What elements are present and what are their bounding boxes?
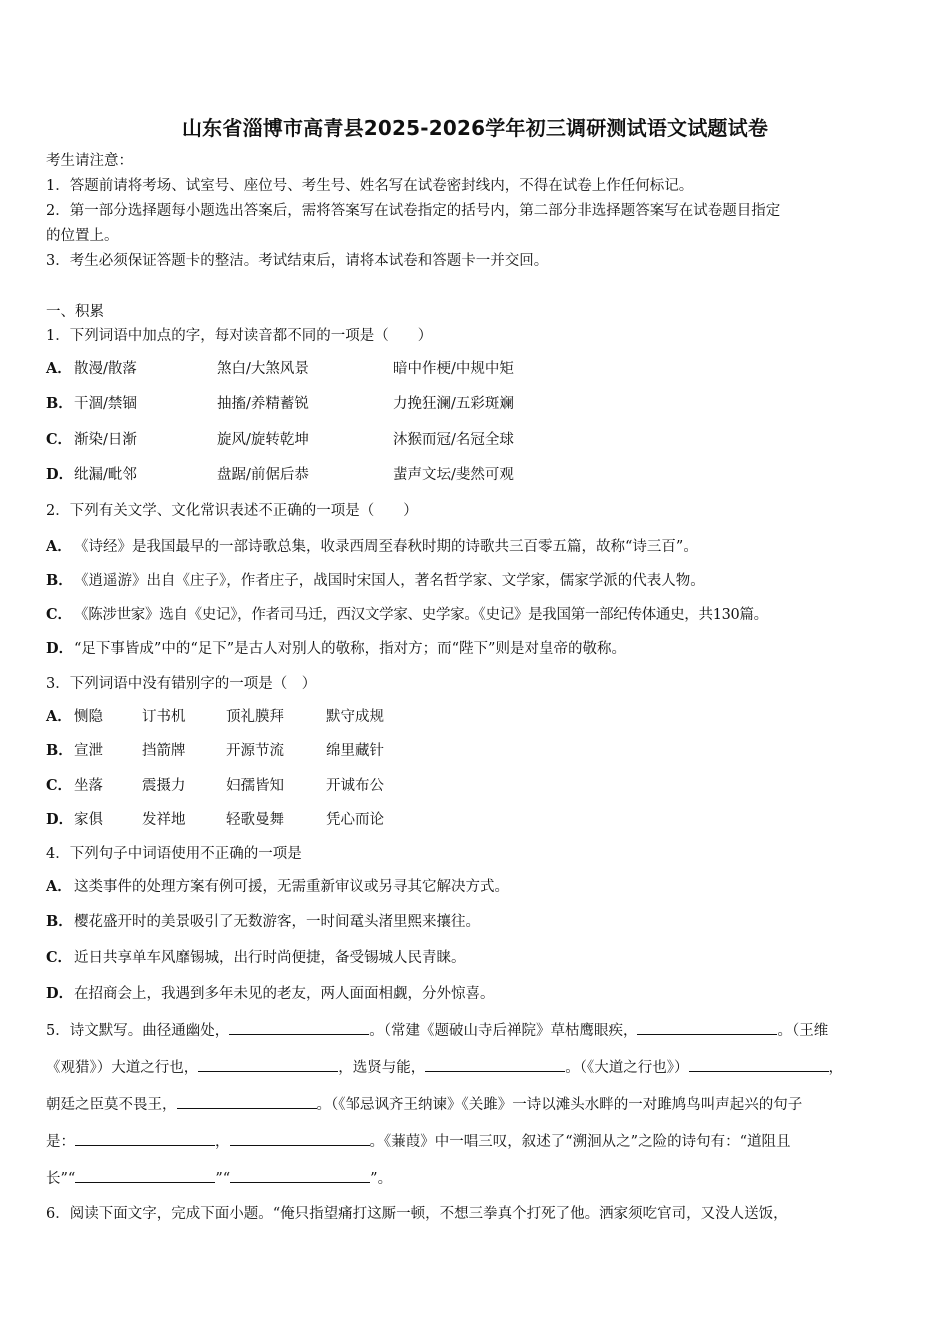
- option-text: 在招商会上，我遇到多年未见的老友，两人面面相觑，分外惊喜。: [74, 986, 495, 1002]
- option-col: 暗中作梗/中规中矩: [393, 361, 514, 377]
- q5-text: 。（《邹忌讽齐王纳谏》《关雎》一诗以滩头水畔的一对雎鸠鸟叫声起兴的句子: [316, 1097, 803, 1113]
- option-col: 抽搐/养精蓄锐: [217, 396, 309, 412]
- q5-text: ，: [215, 1134, 230, 1150]
- option-word: 绵里藏针: [326, 743, 384, 759]
- answer-blank[interactable]: [75, 1168, 215, 1183]
- notice-item: 的位置上。: [46, 228, 119, 244]
- q5-text: 5．诗文默写。曲径通幽处，: [46, 1023, 230, 1039]
- question-4-stem: 4．下列句子中词语使用不正确的一项是: [46, 846, 302, 862]
- question-1-stem: 1．下列词语中加点的字，每对读音都不同的一项是（ ）: [46, 328, 433, 344]
- option-col: 纰漏/毗邻: [74, 467, 137, 483]
- q5-text: 。《蒹葭》中一唱三叹，叙述了“溯洄从之”之险的诗句有：“道阻且: [369, 1134, 791, 1150]
- q3-option-a: [46, 707, 912, 727]
- q5-text: 朝廷之臣莫不畏王，: [46, 1097, 177, 1113]
- option-col: 盘踞/前倨后恭: [217, 467, 309, 483]
- q3-option-d: [46, 810, 912, 830]
- q2-option-c: [46, 605, 912, 625]
- option-text: 《陈涉世家》选自《史记》，作者司马迁，西汉文学家、史学家。《史记》是我国第一部纪传体通史，共130篇。: [74, 607, 768, 623]
- option-col: 散漫/散落: [74, 361, 137, 377]
- option-word: 默守成规: [326, 709, 384, 725]
- q5-line-5: [46, 1168, 912, 1189]
- option-letter: C．: [46, 431, 73, 448]
- option-text: “足下事皆成”中的“足下”是古人对别人的敬称，指对方；而“陛下”则是对皇帝的敬称。: [74, 641, 626, 657]
- answer-blank[interactable]: [689, 1057, 829, 1072]
- answer-blank[interactable]: [229, 1020, 369, 1035]
- option-word: 顶礼膜拜: [226, 709, 284, 725]
- option-letter: B．: [46, 395, 73, 412]
- answer-blank[interactable]: [425, 1057, 565, 1072]
- q5-text: 长”“: [46, 1171, 76, 1187]
- option-word: 妇孺皆知: [226, 778, 284, 794]
- q5-line-1: [46, 1020, 912, 1041]
- q1-option-b: [46, 394, 912, 414]
- section-heading: 一、积累: [46, 304, 104, 320]
- option-letter: B．: [46, 742, 73, 759]
- q3-option-b: [46, 741, 912, 761]
- answer-blank[interactable]: [637, 1020, 777, 1035]
- question-3-stem: 3．下列词语中没有错别字的一项是（ ）: [46, 676, 317, 692]
- notice-heading: 考生请注意：: [46, 153, 133, 169]
- q5-text: 《观猎》）大道之行也，: [46, 1060, 199, 1076]
- q5-text: 。（王维: [777, 1023, 829, 1039]
- q2-option-a: [46, 537, 912, 557]
- option-letter: A．: [46, 878, 72, 895]
- q4-option-a: [46, 877, 912, 897]
- answer-blank[interactable]: [230, 1131, 370, 1146]
- q2-option-d: [46, 639, 912, 659]
- option-letter: C．: [46, 606, 73, 623]
- q1-option-c: [46, 430, 912, 450]
- question-2-stem: 2．下列有关文学、文化常识表述不正确的一项是（ ）: [46, 503, 418, 519]
- option-word: 宣泄: [74, 743, 103, 759]
- q3-option-c: [46, 776, 912, 796]
- q5-line-3: [46, 1094, 912, 1115]
- option-word: 家俱: [74, 812, 103, 828]
- option-col: 蜚声文坛/斐然可观: [393, 467, 514, 483]
- option-text: 《逍遥游》出自《庄子》，作者庄子，战国时宋国人，著名哲学家、文学家，儒家学派的代表人物。: [74, 573, 705, 589]
- option-col: 渐染/日渐: [74, 432, 137, 448]
- option-word: 恻隐: [74, 709, 103, 725]
- option-letter: B．: [46, 913, 73, 930]
- answer-blank[interactable]: [75, 1131, 215, 1146]
- answer-blank[interactable]: [230, 1168, 370, 1183]
- option-text: 樱花盛开时的美景吸引了无数游客，一时间鼋头渚里熙来攘往。: [74, 914, 480, 930]
- option-word: 发祥地: [142, 812, 186, 828]
- option-text: 这类事件的处理方案有例可援，无需重新审议或另寻其它解决方式。: [74, 879, 509, 895]
- q4-option-b: [46, 912, 912, 932]
- notice-item: 1．答题前请将考场、试室号、座位号、考生号、姓名写在试卷密封线内，不得在试卷上作任何标记。: [46, 178, 694, 194]
- option-word: 凭心而论: [326, 812, 384, 828]
- option-word: 坐落: [74, 778, 103, 794]
- option-word: 震摄力: [142, 778, 186, 794]
- q5-text: ，选贤与能，: [338, 1060, 426, 1076]
- option-word: 开诚布公: [326, 778, 384, 794]
- q5-line-2: [46, 1057, 912, 1078]
- notice-item: 2．第一部分选择题每小题选出答案后，需将答案写在试卷指定的括号内，第二部分非选择题答案写在试卷题目指定: [46, 203, 781, 219]
- option-word: 开源节流: [226, 743, 284, 759]
- q5-text: ”。: [370, 1171, 393, 1187]
- option-word: 订书机: [142, 709, 186, 725]
- option-letter: A．: [46, 360, 72, 377]
- option-col: 干涸/禁锢: [74, 396, 137, 412]
- option-text: 《诗经》是我国最早的一部诗歌总集，收录西周至春秋时期的诗歌共三百零五篇，故称“诗三百”。: [74, 539, 698, 555]
- option-col: 旋风/旋转乾坤: [217, 432, 309, 448]
- option-letter: B．: [46, 572, 73, 589]
- option-letter: C．: [46, 777, 73, 794]
- option-letter: D．: [46, 640, 74, 657]
- answer-blank[interactable]: [177, 1094, 317, 1109]
- q4-option-d: [46, 984, 912, 1004]
- option-letter: A．: [46, 538, 72, 555]
- option-text: 近日共享单车风靡锡城，出行时尚便捷，备受锡城人民青睐。: [74, 950, 466, 966]
- q4-option-c: [46, 948, 912, 968]
- answer-blank[interactable]: [198, 1057, 338, 1072]
- notice-item: 3．考生必须保证答题卡的整洁。考试结束后，请将本试卷和答题卡一并交回。: [46, 253, 549, 269]
- option-col: 煞白/大煞风景: [217, 361, 309, 377]
- option-letter: A．: [46, 708, 72, 725]
- page-title: 山东省淄博市高青县2025-2026学年初三调研测试语文试题试卷: [181, 116, 769, 140]
- q5-text: 。（《大道之行也》）: [565, 1060, 689, 1076]
- q1-option-d: [46, 465, 912, 485]
- q2-option-b: [46, 571, 912, 591]
- q5-text: 。（常建《题破山寺后禅院》草枯鹰眼疾，: [369, 1023, 638, 1039]
- q5-text: ，: [828, 1060, 843, 1076]
- question-6-stem: 6．阅读下面文字，完成下面小题。“俺只指望痛打这厮一顿，不想三拳真个打死了他。洒家须吃官司，又没人送饭，: [46, 1206, 788, 1222]
- option-letter: C．: [46, 949, 73, 966]
- option-word: 轻歌曼舞: [226, 812, 284, 828]
- option-letter: D．: [46, 811, 74, 828]
- q5-text: 是：: [46, 1134, 75, 1150]
- option-letter: D．: [46, 985, 74, 1002]
- option-letter: D．: [46, 466, 74, 483]
- q1-option-a: [46, 359, 912, 379]
- option-col: 沐猴而冠/名冠全球: [393, 432, 514, 448]
- option-col: 力挽狂澜/五彩斑斓: [393, 396, 514, 412]
- q5-line-4: [46, 1131, 912, 1152]
- option-word: 挡箭牌: [142, 743, 186, 759]
- q5-text: ”“: [215, 1171, 231, 1187]
